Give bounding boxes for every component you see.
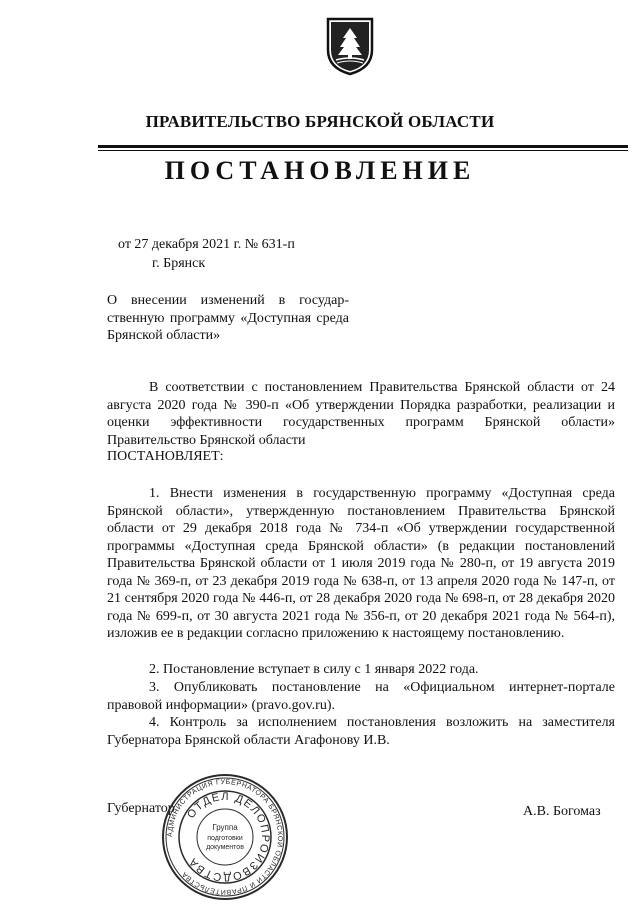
official-stamp [160, 772, 290, 902]
header-rule-thick [98, 145, 628, 148]
coat-of-arms-icon [325, 16, 375, 76]
government-title: ПРАВИТЕЛЬСТВО БРЯНСКОЙ ОБЛАСТИ [145, 112, 495, 131]
resolution-item-2: 2. Постановление вступает в силу с 1 января 2022 года. [149, 662, 479, 677]
stamp-inner-line-1: Группа [212, 823, 238, 832]
resolution-item-4: 4. Контроль за исполнением постановления возложить на заместителя Губернатора Брянской области Агафонову И.В. [107, 715, 615, 748]
document-date-number: от 27 декабря 2021 г. № 631-п [118, 237, 295, 252]
stamp-inner-line-2: подготовки [207, 835, 243, 842]
document-subject: О внесении изменений в государ-ственную программу «Доступная среда Брянской области» [107, 293, 349, 343]
stamp-outer-text: АДМИНИСТРАЦИЯ ГУБЕРНАТОРА БРЯНСКОЙ ОБЛАСТИ И ПРАВИТЕЛЬСТВА [166, 778, 284, 896]
stamp-dept-text: ОТДЕЛ ДЕЛОПРОИЗВОДСТВА [185, 790, 272, 884]
document-city: г. Брянск [152, 256, 206, 271]
stamp-inner-line-3: документов [206, 844, 244, 851]
resolution-item-1: 1. Внести изменения в государственную программу «Доступная среда Брянской области», утвержденную постановлением Правительства Брянской области от 29 декабря 2018 года № 734-п «Об утверждении государственной программы «Доступная среда Брянской области» (в редакции постановлений Правительства Брянской области от 1 июля 2019 года № 280-п, от 19 августа 2019 года № 369-п, от 23 декабря 2019 года № 638-п, от 13 апреля 2020 года № 147-п, от 21 сентября 2020 года № 446-п, от 28 декабря 2020 года № 698-п, от 28 декабря 2020 года № 699-п, от 30 августа 2021 года № 356-п, от 20 декабря 2021 года № 564-п), изложив ее в редакции согласно приложению к настоящему постановлению. [107, 486, 615, 641]
header-rule-thin [98, 150, 628, 151]
document-type-title: ПОСТАНОВЛЕНИЕ [164, 156, 476, 185]
signer-name: А.В. Богомаз [523, 804, 601, 819]
resolution-item-3: 3. Опубликовать постановление на «Официальном интернет-портале правовой информации» (pravo.gov.ru). [107, 680, 615, 713]
preamble-paragraph: В соответствии с постановлением Правительства Брянской области от 24 августа 2020 года № 390-п «Об утверждении Порядка разработки, реализации и оценки эффективности государственных программ Брянской области» Правительство Брянской области [107, 380, 615, 448]
signer-title: Губернатор [107, 801, 175, 816]
resolves-heading: ПОСТАНОВЛЯЕТ: [107, 449, 224, 464]
